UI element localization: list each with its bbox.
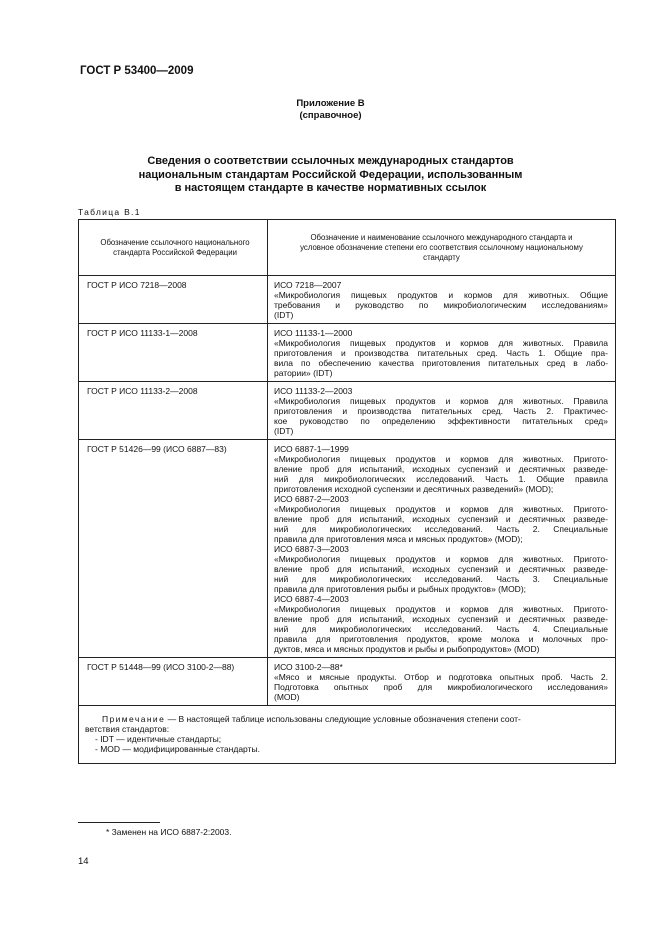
international-text-line: приготовления исходной суспензии и десятичных разведений» (MOD); (274, 484, 554, 494)
international-code: ИСО 11133-2—2003 (274, 386, 353, 396)
national-standard: ГОСТ Р ИСО 7218—2008 (87, 280, 187, 290)
international-text-line: «Микробиология пищевых продуктов и кормов для животных. Пригото- (274, 604, 608, 614)
international-text-line: правила для приготовления рыбы и рыбных продуктов» (MOD); (274, 584, 527, 594)
international-text-line: вление проб для испытаний, исходных суспензий и десятичных разведе- (274, 614, 608, 624)
international-standard-cell (268, 324, 616, 382)
national-standard-cell (79, 658, 268, 706)
international-text-line: ний для микробиологических исследований. Часть 2. Специальные (274, 524, 608, 534)
international-text-line: «Микробиология пищевых продуктов и кормов для животных. Правила (274, 338, 608, 348)
footnote: * Заменен на ИСО 6887-2:2003. (106, 827, 232, 837)
note-text: ветствия стандартов: (85, 724, 170, 734)
table-row (79, 276, 616, 324)
international-text-line: правила для приготовления продуктов, кроме молока и молочных про- (274, 634, 608, 644)
appendix-heading (0, 98, 661, 122)
international-text-line: вление проб для испытаний, исходных суспензий и десятичных разведе- (274, 464, 608, 474)
international-text-line: Подготовка опытных проб для микробиологического исследования» (274, 682, 608, 692)
international-text-line: ратории» (IDT) (274, 368, 333, 378)
table-row (79, 382, 616, 440)
national-standard-cell (79, 382, 268, 440)
national-standard: ГОСТ Р ИСО 11133-1—2008 (87, 328, 198, 338)
note-text: - MOD — модифицированные стандарты. (95, 744, 260, 754)
national-standard-cell (79, 324, 268, 382)
international-text-line: «Мясо и мясные продукты. Отбор и подготовка опытных проб. Часть 2. (274, 672, 608, 682)
international-standard-cell (268, 382, 616, 440)
international-text-line: приготовления и производства питательных сред. Часть 1. Общие пра- (274, 348, 608, 358)
international-code: ИСО 6887-4—2003 (274, 594, 349, 604)
international-standard-cell (268, 276, 616, 324)
table-row (79, 440, 616, 658)
header-text: условное обозначение степени его соответствия ссылочному национальному (300, 242, 583, 252)
table-row (79, 324, 616, 382)
table-note (79, 706, 616, 764)
page-number: 14 (78, 856, 89, 867)
international-text-line: «Микробиология пищевых продуктов и кормов для животных. Общие (274, 290, 608, 300)
international-code: ИСО 6887-2—2003 (274, 494, 349, 504)
header-international (268, 220, 616, 276)
international-text-line: вление проб для испытаний, исходных суспензий и десятичных разведе- (274, 514, 608, 524)
table-header-row (79, 220, 616, 276)
international-text-line: (IDT) (274, 310, 294, 320)
international-text-line: (IDT) (274, 426, 294, 436)
international-text-line: приготовления и производства питательных сред. Часть 2. Практичес- (274, 406, 608, 416)
international-text-line: кое руководство по определению эффективности питательных сред» (274, 416, 608, 426)
international-text-line: «Микробиология пищевых продуктов и кормов для животных. Пригото- (274, 504, 608, 514)
international-code: ИСО 6887-1—1999 (274, 444, 349, 454)
international-text-line: правила для приготовления мяса и мясных продуктов» (MOD); (274, 534, 523, 544)
international-text-line: ний для микробиологических исследований. Часть 1. Общие правила (274, 474, 608, 484)
note-text: — В настоящей таблице использованы следующие условные обозначения степени соот- (167, 714, 521, 724)
header-text: стандарта Российской Федерации (113, 248, 237, 257)
national-standard-cell (79, 276, 268, 324)
international-code: ИСО 7218—2007 (274, 280, 342, 290)
international-text-line: (MOD) (274, 692, 300, 702)
international-code: ИСО 11133-1—2000 (274, 328, 353, 338)
national-standard: ГОСТ Р 51426—99 (ИСО 6887—83) (87, 444, 227, 454)
table-row (79, 658, 616, 706)
international-text-line: «Микробиология пищевых продуктов и кормов для животных. Пригото- (274, 554, 608, 564)
table-note-row (79, 706, 616, 764)
international-standard-cell (268, 440, 616, 658)
header-national (79, 220, 268, 276)
header-text: Обозначение и наименование ссылочного международного стандарта и (310, 232, 573, 242)
note-label: Примечание (102, 714, 166, 724)
international-text-line: дуктов, мяса и мясных продуктов и рыбы и рыбопродуктов» (MOD) (274, 644, 540, 654)
title-line: в настоящем стандарте в качестве нормативных ссылок (174, 182, 487, 194)
correspondence-table (78, 219, 616, 764)
header-text: Обозначение ссылочного национального (100, 238, 250, 247)
note-text: - IDT — идентичные стандарты; (95, 734, 222, 744)
appendix-kind: (справочное) (299, 110, 362, 121)
international-text-line: ний для микробиологических исследований. Часть 4. Специальные (274, 624, 608, 634)
international-text-line: «Микробиология пищевых продуктов и кормов для животных. Пригото- (274, 454, 608, 464)
footnote-separator (78, 822, 160, 823)
international-text-line: «Микробиология пищевых продуктов и кормов для животных. Правила (274, 396, 608, 406)
appendix-label: Приложение В (296, 98, 365, 109)
title-line: национальным стандартам Российской Федерации, использованным (138, 168, 523, 181)
international-text-line: ний для микробиологических исследований. Часть 3. Специальные (274, 574, 608, 584)
international-text-line: вила по обеспечению качества приготовления питательных сред в лабо- (274, 358, 608, 368)
international-code: ИСО 6887-3—2003 (274, 544, 349, 554)
title-line: Сведения о соответствии ссылочных международных стандартов (147, 155, 514, 167)
national-standard: ГОСТ Р 51448—99 (ИСО 3100-2—88) (87, 662, 235, 672)
header-text: стандарту (423, 252, 460, 262)
national-standard: ГОСТ Р ИСО 11133-2—2008 (87, 386, 198, 396)
international-text-line: вление проб для испытаний, исходных суспензий и десятичных разведе- (274, 564, 608, 574)
international-standard-cell (268, 658, 616, 706)
document-code: ГОСТ Р 53400—2009 (80, 65, 194, 77)
table-caption: Таблица В.1 (78, 207, 141, 217)
international-code: ИСО 3100-2—88* (274, 662, 343, 672)
appendix-title (110, 155, 551, 196)
international-text-line: требования и руководство по микробиологическим исследованиям» (274, 300, 608, 310)
national-standard-cell (79, 440, 268, 658)
